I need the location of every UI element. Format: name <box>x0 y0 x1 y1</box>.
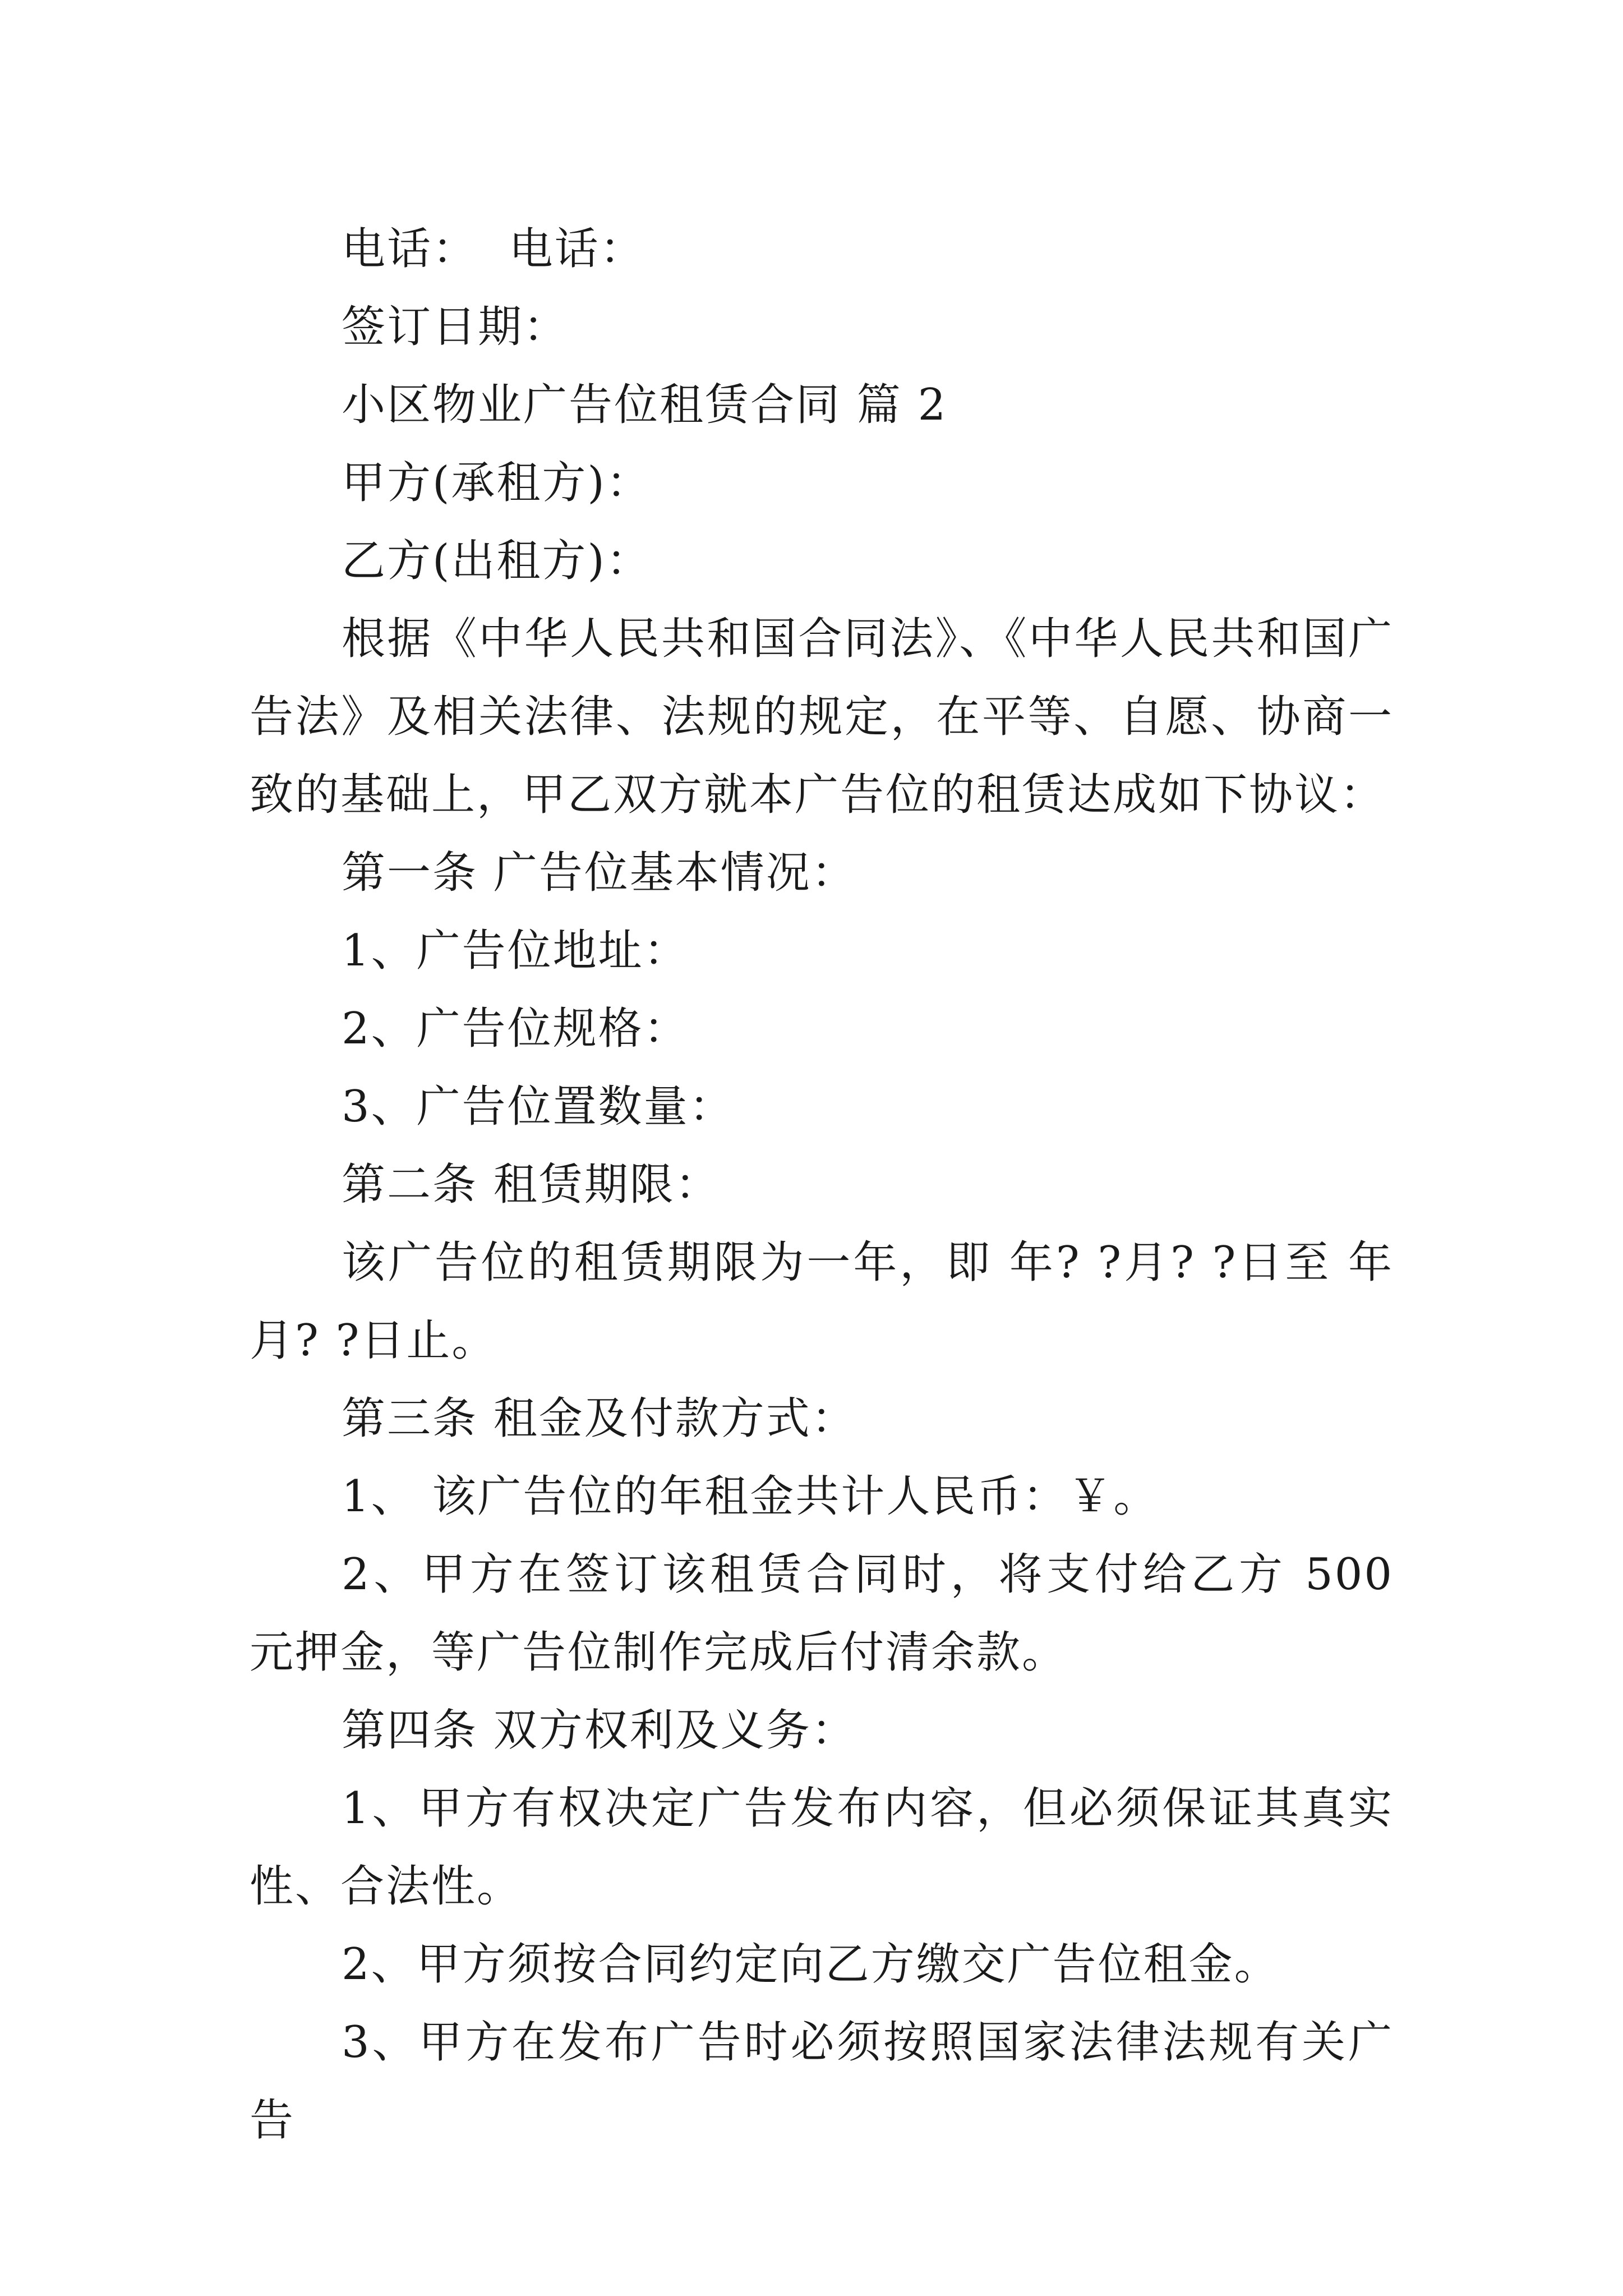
clause-item: 2、甲方须按合同约定向乙方缴交广告位租金。 <box>342 1939 1280 1990</box>
clause-item: 1、广告位地址： <box>342 926 689 976</box>
party-a-line: 甲方(承租方)： <box>342 458 652 508</box>
clause-item: 1、 该广告位的年租金共计人民币：￥。 <box>342 1471 1159 1522</box>
article-4-heading: 第四条 双方权利及义务： <box>342 1705 857 1756</box>
party-b-line: 乙方(出租方)： <box>342 536 652 586</box>
section-title: 小区物业广告位租赁合同 篇 2 <box>342 380 948 430</box>
clause-item: 2、甲方在签订该租赁合同时，将支付给乙方 500 元押金，等广告位制作完成后付清余款。 <box>250 1549 1409 1678</box>
signing-date-line: 签订日期： <box>342 302 569 352</box>
phone-line: 电话： 电话： <box>342 224 645 274</box>
clause-item: 3、甲方在发布广告时必须按照国家法律法规有关广告 <box>250 2017 1394 2146</box>
article-3-heading: 第三条 租金及付款方式： <box>342 1393 857 1444</box>
article-1-heading: 第一条 广告位基本情况： <box>342 848 857 898</box>
article-2-heading: 第二条 租赁期限： <box>342 1159 721 1210</box>
clause-item: 2、广告位规格： <box>342 1004 689 1054</box>
preamble-paragraph: 根据《中华人民共和国合同法》、《中华人民共和国广告法》及相关法律、法规的规定，在平等、自愿、协商一致的基础上，甲乙双方就本广告位的租赁达成如下协议： <box>250 614 1394 820</box>
clause-item: 1、甲方有权决定广告发布内容，但必须保证其真实性、合法性。 <box>250 1783 1394 1912</box>
lease-term-paragraph: 该广告位的租赁期限为一年，即 年? ?月? ?日至 年月? ?日止。 <box>250 1237 1394 1366</box>
clause-item: 3、广告位置数量： <box>342 1082 735 1132</box>
document-body <box>250 210 1409 2160</box>
